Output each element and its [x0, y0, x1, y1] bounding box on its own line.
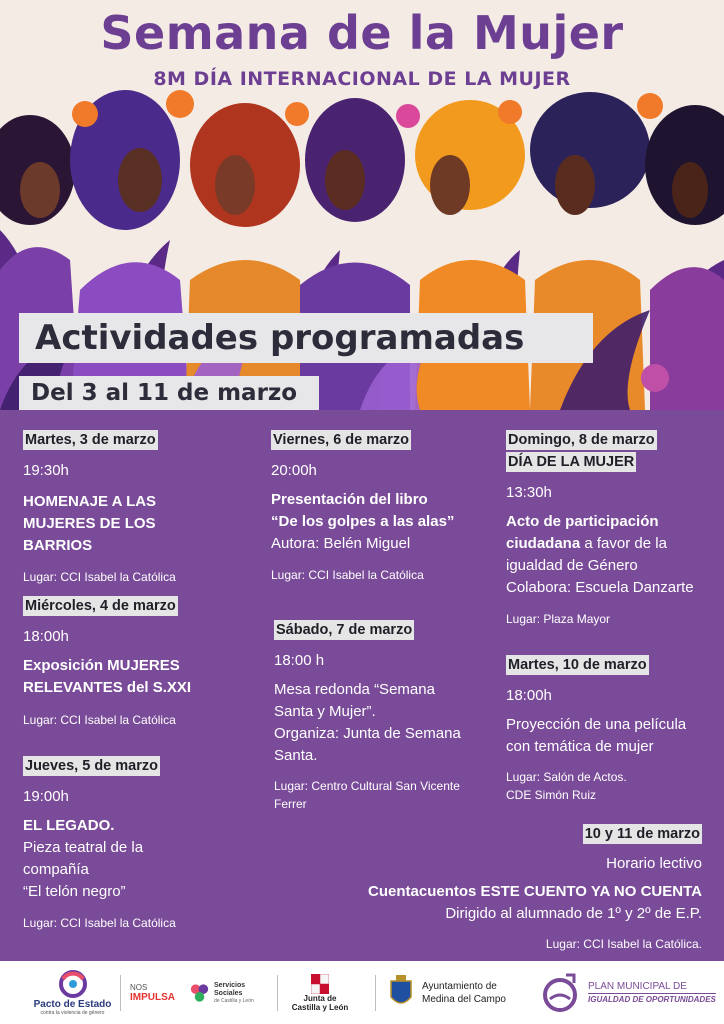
event-time: 18:00h — [23, 628, 69, 645]
servicios-sociales-logo: Servicios Sociales de Castilla y León — [188, 961, 273, 1024]
divider — [277, 975, 278, 1011]
event-day: Martes, 3 de marzo — [25, 432, 156, 448]
event-friday-6 — [271, 430, 454, 584]
event-saturday-7 — [274, 620, 461, 813]
event-place: Lugar: Plaza Mayor — [506, 612, 611, 626]
event-day: Sábado, 7 de marzo — [276, 622, 413, 638]
event-time: 20:00h — [271, 462, 317, 479]
page-subtitle: 8M DÍA INTERNACIONAL DE LA MUJER — [153, 68, 571, 90]
ayuntamiento-logo: Ayuntamiento de Medina del Campo — [388, 961, 523, 1024]
event-time: 13:30h — [506, 484, 552, 501]
pacto-label: Pacto de Estado — [33, 999, 112, 1010]
event-time: 19:30h — [23, 462, 69, 479]
event-description: Proyección de una película con temática de mujer — [506, 716, 687, 755]
event-name: HOMENAJE A LAS MUJERES DE LOS BARRIOS — [23, 493, 157, 554]
event-sunday-8 — [506, 430, 711, 628]
event-wednesday-4 — [23, 596, 191, 729]
pacto-estado-icon — [53, 969, 93, 999]
junta-shield-icon — [311, 974, 329, 994]
event-day: 10 y 11 de marzo — [584, 826, 700, 842]
event-special: DÍA DE LA MUJER — [508, 454, 635, 470]
woman-5 — [415, 100, 530, 410]
event-name: EL LEGADO. — [23, 817, 115, 834]
section-title: Actividades programadas — [35, 318, 525, 358]
event-place: Lugar: Centro Cultural San Vicente Ferrer — [274, 779, 460, 811]
ayuntamiento-crest-icon — [388, 975, 414, 1011]
event-place: Lugar: Salón de Actos. CDE Simón Ruiz — [506, 770, 627, 802]
event-author: Autora: Belén Miguel — [271, 535, 411, 552]
event-day: Domingo, 8 de marzo — [508, 432, 655, 448]
event-name: Exposición MUJERES RELEVANTES del S.XXI — [23, 657, 192, 696]
event-day: Viernes, 6 de marzo — [273, 432, 409, 448]
event-time: 18:00h — [506, 687, 552, 704]
event-thursday-5 — [23, 756, 176, 932]
date-range-banner — [19, 376, 319, 410]
event-name: Cuentacuentos ESTE CUENTO YA NO CUENTA — [368, 883, 702, 900]
section-title-banner — [19, 313, 593, 363]
event-10-11-marzo — [282, 824, 702, 953]
event-place: Lugar: CCI Isabel la Católica — [271, 568, 424, 582]
event-day: Martes, 10 de marzo — [508, 657, 647, 673]
plan-igualdad-logo: PLAN MUNICIPAL DE IGUALDAD DE OPORTUNIDADES — [538, 961, 718, 1024]
event-time: 18:00 h — [274, 652, 325, 669]
header — [0, 0, 724, 410]
event-place: Lugar: CCI Isabel la Católica — [23, 916, 176, 930]
event-description: Mesa redonda “Semana Santa y Mujer”. Organiza: Junta de Semana Santa. — [274, 681, 461, 764]
event-description: Pieza teatral de la compañía “El telón negro” — [23, 839, 144, 900]
event-audience: Dirigido al alumnado de 1º y 2º de E.P. — [445, 905, 702, 922]
pacto-estado-logo — [30, 961, 115, 1024]
event-place: Lugar: CCI Isabel la Católica — [23, 570, 176, 584]
pacto-sublabel: contra la violencia de género — [40, 1010, 105, 1016]
event-tuesday-10 — [506, 655, 686, 804]
footer-logos — [0, 961, 724, 1024]
divider — [375, 975, 376, 1011]
igualdad-symbol-icon — [538, 971, 582, 1015]
event-day: Jueves, 5 de marzo — [25, 758, 158, 774]
date-range: Del 3 al 11 de marzo — [31, 380, 298, 406]
event-place: Lugar: CCI Isabel la Católica — [23, 713, 176, 727]
nos-impulsa-logo: NOS IMPULSA — [130, 982, 175, 1003]
event-name: Presentación del libro “De los golpes a las alas” — [271, 491, 455, 530]
event-schedule: Horario lectivo — [606, 855, 702, 872]
event-time: 19:00h — [23, 788, 69, 805]
event-place: Lugar: CCI Isabel la Católica. — [545, 937, 702, 951]
page-title: Semana de la Mujer — [100, 6, 624, 60]
divider — [120, 975, 121, 1011]
servicios-sociales-icon — [188, 981, 211, 1005]
event-description: Acto de participación ciudadana a favor de la igualdad de Género Colabora: Escuela Danzarte — [506, 513, 694, 596]
junta-castilla-leon-logo: Junta de Castilla y León — [285, 961, 355, 1024]
event-tuesday-3 — [23, 430, 176, 586]
event-day: Miércoles, 4 de marzo — [25, 598, 176, 614]
